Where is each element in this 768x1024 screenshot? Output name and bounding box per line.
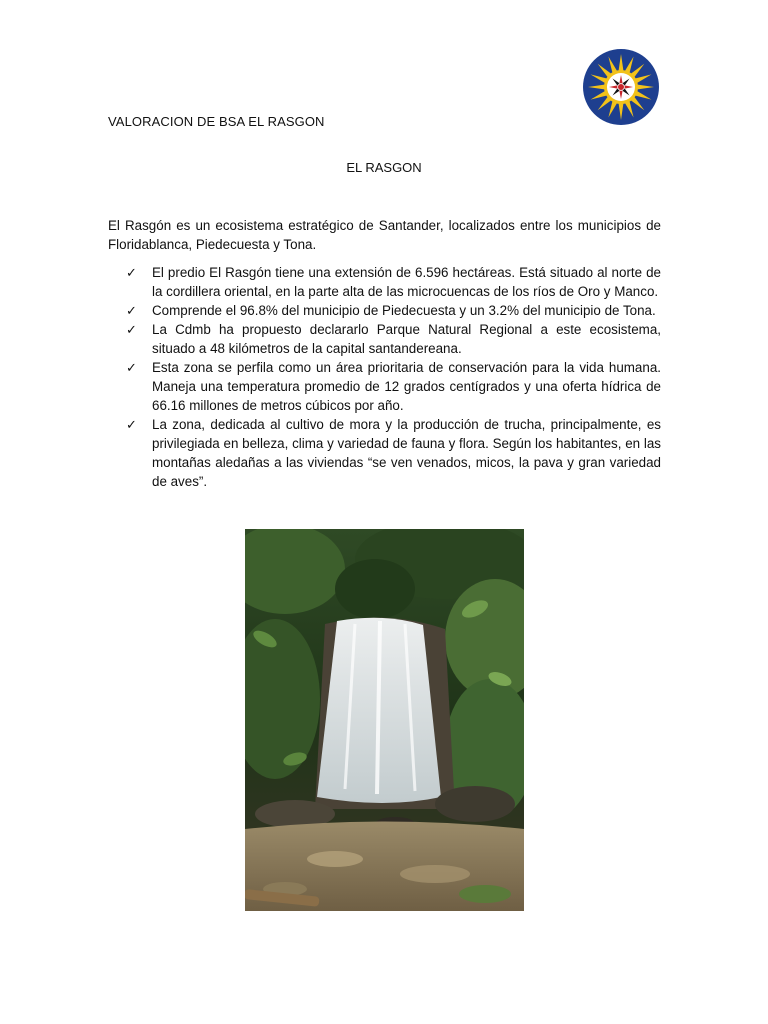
checkmark-icon: ✓ <box>126 360 137 375</box>
waterfall-photo <box>245 529 524 911</box>
document-header-title: VALORACION DE BSA EL RASGON <box>108 114 325 129</box>
university-seal-icon <box>582 48 660 126</box>
list-item-text: Esta zona se perfila como un área prioritaria de conservación para la vida humana. Maneja una temperatura promedio de 12 grados centígrados y una oferta hídrica de 66.16 millones de metros cúbicos por año. <box>152 360 661 413</box>
checkmark-icon: ✓ <box>126 265 137 280</box>
list-item-text: La zona, dedicada al cultivo de mora y la producción de trucha, principalmente, es privilegiada en belleza, clima y variedad de fauna y flora. Según los habitantes, en las montañas aledañas a las viviendas “se ven venados, micos, la pava y gran variedad de aves”. <box>152 417 661 489</box>
list-item <box>108 415 661 491</box>
list-item-text: Comprende el 96.8% del municipio de Piedecuesta y un 3.2% del municipio de Tona. <box>152 303 656 318</box>
list-item-text: La Cdmb ha propuesto declararlo Parque Natural Regional a este ecosistema, situado a 48 kilómetros de la capital santandereana. <box>152 322 661 356</box>
checkmark-icon: ✓ <box>126 303 137 318</box>
list-item-text: El predio El Rasgón tiene una extensión de 6.596 hectáreas. Está situado al norte de la cordillera oriental, en la parte alta de las microcuencas de los ríos de Oro y Manco. <box>152 265 661 299</box>
list-item <box>108 320 661 358</box>
section-title: EL RASGON <box>346 160 422 175</box>
checkmark-icon: ✓ <box>126 322 137 337</box>
list-item <box>108 358 661 415</box>
checkmark-icon: ✓ <box>126 417 137 432</box>
intro-paragraph: El Rasgón es un ecosistema estratégico de Santander, localizados entre los municipios de Floridablanca, Piedecuesta y Tona. <box>108 218 661 252</box>
bullet-list <box>108 263 661 491</box>
list-item <box>108 263 661 301</box>
list-item <box>108 301 661 320</box>
